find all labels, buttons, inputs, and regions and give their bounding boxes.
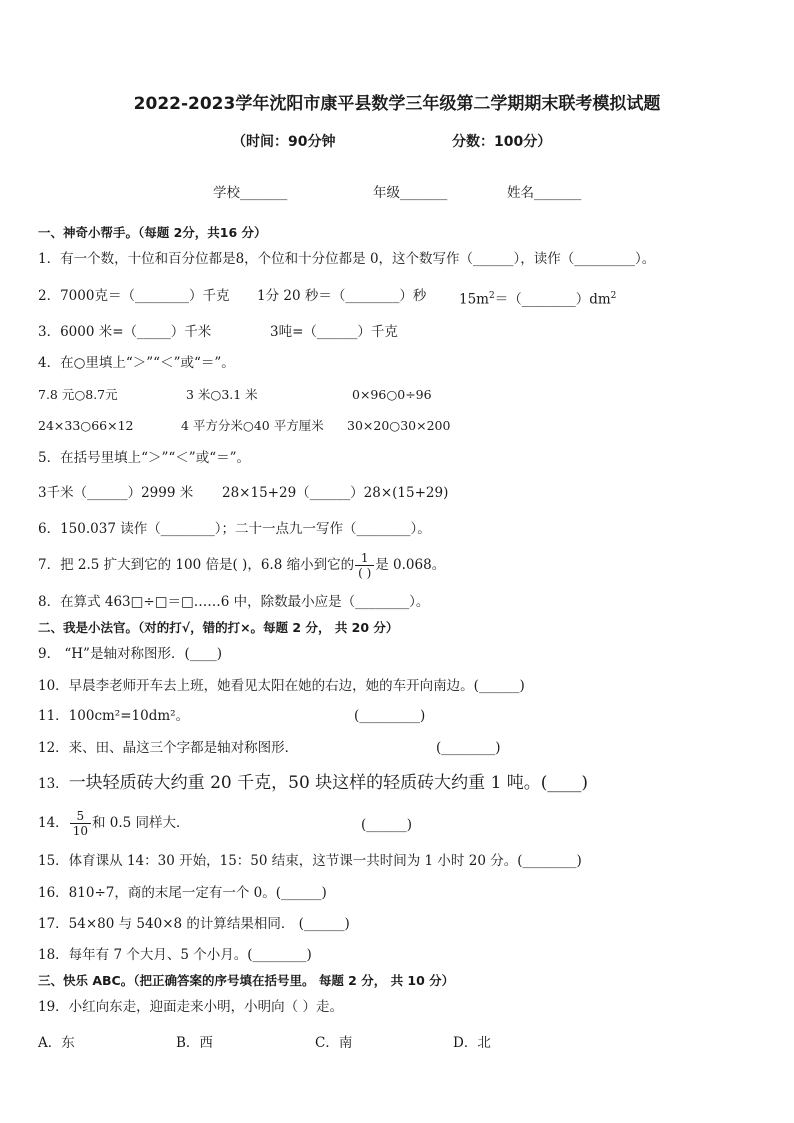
question-7 [38,550,445,580]
exam-time: （时间：90分钟 [232,134,336,150]
option-a: A．东 [38,1035,75,1051]
section-1-heading: 一、神奇小帮手。（每题 2分，共16 分） [38,225,267,240]
question-5b: 28×15+29（______）28×(15+29) [222,485,449,501]
question-11-blank: (_________) [354,708,426,724]
q7-numerator: 1 [355,551,374,566]
option-b: B．西 [176,1035,213,1051]
q4-row1-b: 3 米○3.1 米 [186,387,258,402]
question-4: 4．在○里填上“＞”“＜”或“＝”。 [38,355,235,371]
question-18: 18．每年有 7 个大月、5 个小月。(________) [38,947,312,963]
exam-score: 分数：100分） [452,134,552,150]
section-3-heading: 三、快乐 ABC。（把正确答案的序号填在括号里。 每题 2 分， 共 10 分） [38,973,455,988]
name-field: 姓名_______ [507,185,582,201]
q2c-mid: ＝（________）dm [494,291,611,308]
q13-text: 一块轻质砖大约重 20 千克，50 块这样的轻质砖大约重 1 吨。(____) [68,773,589,793]
exam-title: 2022-2023学年沈阳市康平县数学三年级第二学期期末联考模拟试题 [133,94,661,114]
q14-fraction [70,809,91,838]
question-6: 6．150.037 读作（________）；二十一点九一写作（________）。 [38,521,431,537]
question-1: 1．有一个数，十位和百分位都是8，个位和十分位都是 0，这个数写作（______），读作（_________）。 [38,251,656,267]
q4-row1-a: 7.8 元○8.7元 [38,387,118,402]
q14-text: 和 0.5 同样大． [91,815,190,831]
question-9: 9． “H”是轴对称图形．(____) [38,646,222,662]
q7-fraction [355,551,374,580]
question-8: 8．在算式 463□÷□＝□……6 中，除数最小应是（________）。 [38,594,430,610]
q4-row1-c: 0×96○0÷96 [352,387,432,402]
q2c-sup-1: 2 [488,291,495,301]
question-15: 15．体育课从 14：30 开始，15：50 结束，这节课一共时间为 1 小时 20 分。(________) [38,853,582,869]
section-2-heading: 二、我是小法官。（对的打√，错的打×。每题 2 分， 共 20 分） [38,620,399,635]
question-12-blank: (________) [436,740,501,756]
q14-number: 14． [38,815,69,831]
q7-post: 是 0.068。 [375,557,446,573]
question-14-blank: (______) [361,817,413,833]
q4-row2-a: 24×33○66×12 [38,418,134,433]
q7-denominator: ( ) [358,566,372,580]
question-12: 12．来、田、晶这三个字都是轴对称图形． [38,740,299,756]
question-13 [38,774,588,793]
q14-numerator: 5 [70,809,91,824]
question-10: 10．早晨李老师开车去上班，她看见太阳在她的右边，她的车开向南边。(______) [38,678,525,694]
question-5a: 3千米（______）2999 米 [38,485,194,501]
question-2c [459,287,616,309]
question-2a: 2．7000克＝（________）千克 [38,288,230,304]
question-17: 17．54×80 与 540×8 的计算结果相同． (______) [38,916,350,932]
q2c-sup-2: 2 [610,291,617,301]
q4-row2-b: 4 平方分米○40 平方厘米 [181,418,324,433]
school-field: 学校_______ [213,185,288,201]
q7-pre: 7．把 2.5 扩大到它的 100 倍是( )，6.8 缩小到它的 [38,557,355,573]
grade-field: 年级_______ [373,185,448,201]
q4-row2-c: 30×20○30×200 [347,418,451,433]
q14-denominator: 10 [72,824,88,838]
question-16: 16．810÷7，商的末尾一定有一个 0。(______) [38,885,327,901]
q13-number: 13． [38,776,69,792]
question-2b: 1分 20 秒＝（________）秒 [257,288,427,304]
question-11: 11．100cm²=10dm²。 [38,708,190,724]
question-5: 5．在括号里填上“＞”“＜”或“＝”。 [38,450,250,466]
question-14 [38,806,190,840]
question-19: 19．小红向东走，迎面走来小明，小明向（ ）走。 [38,999,343,1015]
question-3b: 3吨=（______）千克 [270,324,398,340]
option-d: D．北 [453,1035,491,1051]
option-c: C．南 [315,1035,353,1051]
question-3a: 3．6000 米=（_____）千米 [38,324,212,340]
q2c-pre: 15m [459,291,489,308]
